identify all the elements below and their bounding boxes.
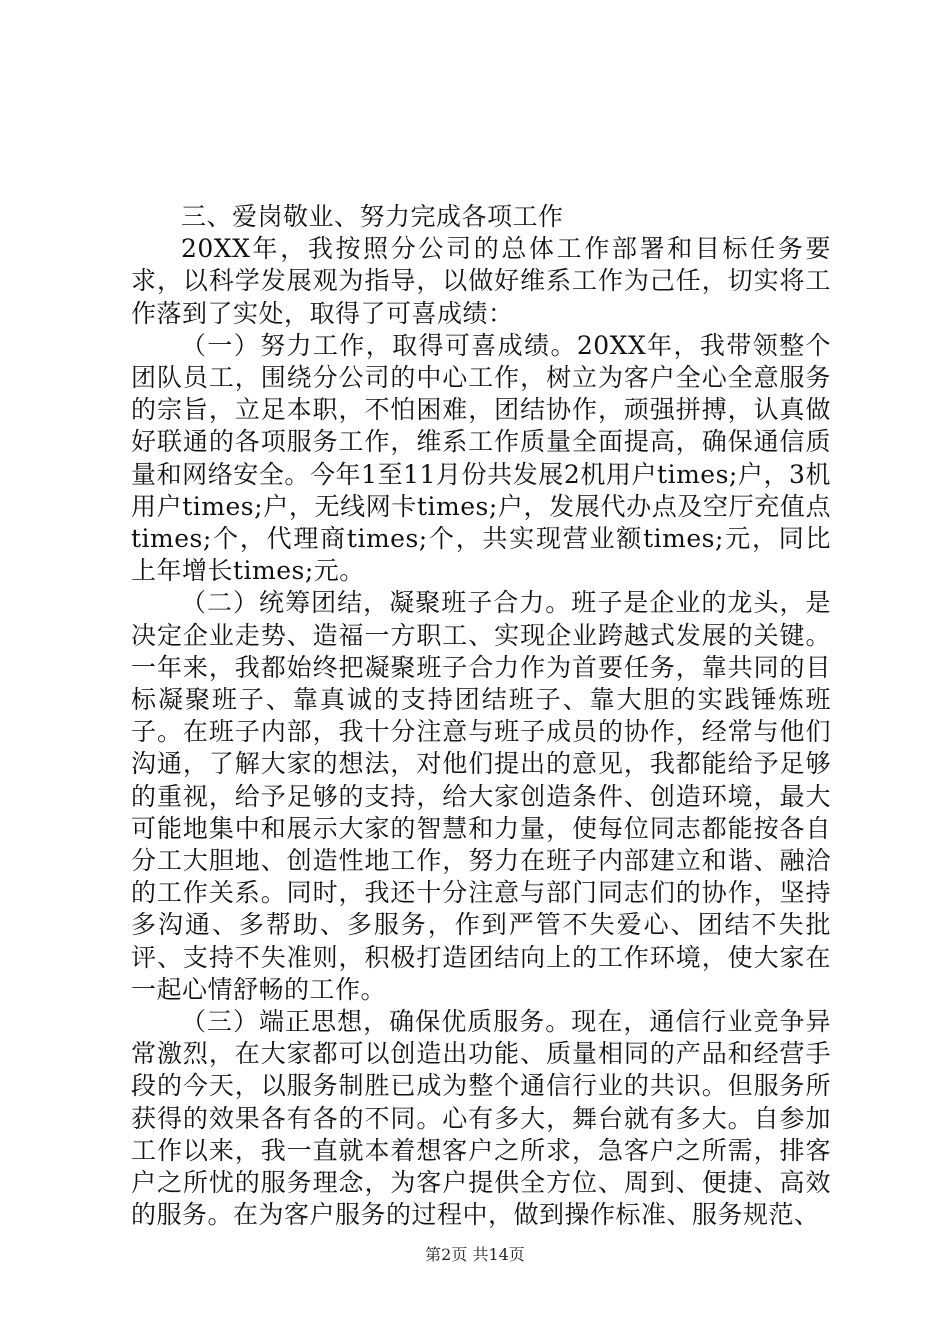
section-heading: 三、爱岗敬业、努力完成各项工作 (181, 202, 564, 231)
paragraph-one: （一）努力工作，取得可喜成绩。20XX年，我带领整个团队员工，围绕分公司的中心工作，树立为客户全心全意服务的宗旨，立足本职，不怕困难，团结协作，顽强拼搏，认真做好联通的各项服务工作，维系工作质量全面提高，确保通信质量和网络安全。今年1至11月份共发展2机用户times;户，3机用户times;户，无线网卡times;户，发展代办点及空厅充值点times;个，代理商times;个，共实现营业额times;元，同比上年增长times;元。 (131, 330, 831, 586)
document-body (131, 201, 831, 1232)
paragraph-intro: 20XX年，我按照分公司的总体工作部署和目标任务要求，以科学发展观为指导，以做好维系工作为己任，切实将工作落到了实处，取得了可喜成绩： (131, 234, 831, 328)
page-footer: 第2页 共14页 (425, 1245, 525, 1264)
paragraph-two: （二）统筹团结，凝聚班子合力。班子是企业的龙头，是决定企业走势、造福一方职工、实现企业跨越式发展的关键。一年来，我都始终把凝聚班子合力作为首要任务，靠共同的目标凝聚班子、靠真诚的支持团结班子、靠大胆的实践锤炼班子。在班子内部，我十分注意与班子成员的协作，经常与他们沟通，了解大家的想法，对他们提出的意见，我都能给予足够的重视，给予足够的支持，给大家创造条件、创造环境，最大可能地集中和展示大家的智慧和力量，使每位同志都能按各自分工大胆地、创造性地工作，努力在班子内部建立和谐、融洽的工作关系。同时，我还十分注意与部门同志们的协作，坚持多沟通、多帮助、多服务，作到严管不失爱心、团结不失批评、支持不失准则，积极打造团结向上的工作环境，使大家在一起心情舒畅的工作。 (131, 588, 831, 1004)
paragraph-three: （三）端正思想，确保优质服务。现在，通信行业竞争异常激烈，在大家都可以创造出功能、质量相同的产品和经营手段的今天，以服务制胜已成为整个通信行业的共识。但服务所获得的效果各有各的不同。心有多大，舞台就有多大。自参加工作以来，我一直就本着想客户之所求，急客户之所需，排客户之所忧的服务理念，为客户提供全方位、周到、便捷、高效的服务。在为客户服务的过程中，做到操作标准、服务规范、 (131, 1007, 831, 1230)
